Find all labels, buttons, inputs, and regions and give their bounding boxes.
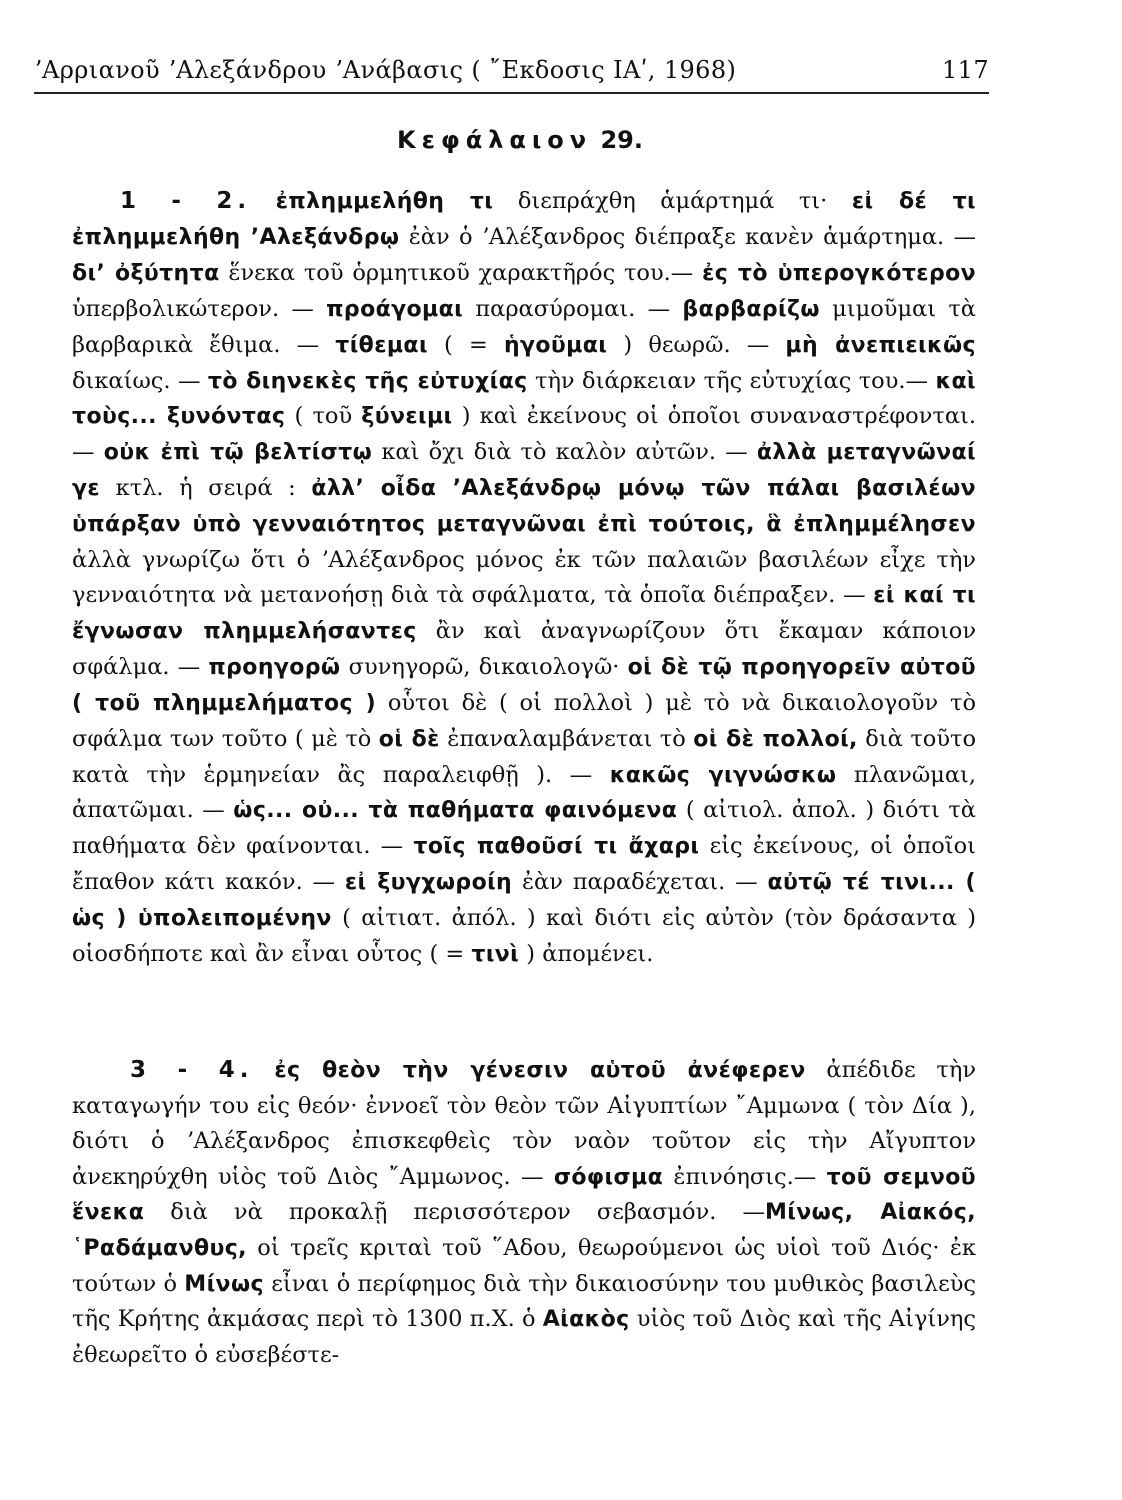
lemma-term: Μίνως, Αἰακός, ῾Ραδάμανθυς, bbox=[72, 1200, 976, 1261]
lemma-term: προάγομαι bbox=[326, 296, 464, 322]
gloss-text: πλανῶμαι, ἀπατῶμαι. — bbox=[72, 761, 976, 824]
lemma-term: ἀλλʼ οἶδα ʼΑλεξάνδρῳ μόνῳ τῶν πάλαι βασιλέων ὑπάρξαν ὑπὸ γενναιότητος μεταγνῶναι ἐπὶ τούτοις, ἃ ἐπλημμέλησεν bbox=[72, 476, 976, 538]
lemma-term: βαρβαρίζω bbox=[682, 296, 820, 322]
gloss-text: ἐπαναλαμβάνεται τὸ bbox=[439, 725, 694, 752]
gloss-text bbox=[254, 1057, 275, 1083]
lemma-term: τίθεμαι bbox=[335, 332, 428, 358]
running-title: ʼΑρριανοῦ ʼΑλεξάνδρου ʼΑνάβασις ( ῎Εκδοσις ΙΑʹ, 1968) bbox=[34, 56, 737, 84]
gloss-text: ἀπέδιδε τὴν καταγωγήν του εἰς θεόν· ἐννοεῖ τὸν θεὸν τῶν Αἰγυπτίων ῎Αμμωνα ( τὸν Δία ), διότι ὁ ʼΑλέξανδρος ἐπισκεφθεὶς τὸν ναὸν τοῦτον εἰς τὴν Αἴγυπτον ἀνεκηρύχθη υἱὸς τοῦ Διὸς ῎Αμμωνος. — bbox=[72, 1057, 977, 1190]
lemma-term: μὴ ἀνεπιεικῶς bbox=[785, 332, 976, 358]
lemma-term: καὶ τοὺς... ξυνόντας bbox=[72, 368, 976, 430]
gloss-text: οἱ τρεῖς κριταὶ τοῦ ῞Αδου, θεωρούμενοι ὡς υἱοὶ τοῦ Διός· ἐκ τούτων ὁ bbox=[72, 1234, 976, 1297]
gloss-text: τὴν διάρκειαν τῆς εὐτυχίας του.— bbox=[527, 367, 936, 394]
gloss-text: διεπράχθη ἁμάρτημά τι· bbox=[493, 188, 852, 214]
lemma-term: οὐκ ἐπὶ τῷ βελτίστῳ bbox=[103, 440, 373, 466]
lemma-term: κακῶς γιγνώσκω bbox=[609, 762, 837, 788]
lemma-term: εἰ καί τι ἔγνωσαν πλημμελήσαντες bbox=[72, 582, 977, 644]
header-rule bbox=[34, 92, 989, 94]
gloss-text: ἕνεκα τοῦ ὁρμητικοῦ χαρακτῆρός του.— bbox=[219, 259, 703, 286]
gloss-text bbox=[251, 188, 276, 214]
gloss-text: μιμοῦμαι τὰ βαρβαρικὰ ἔθιμα. — bbox=[72, 295, 976, 358]
gloss-text: οὗτοι δὲ ( οἱ πολλοὶ ) μὲ τὸ νὰ δικαιολογοῦν τὸ σφάλμα των τοῦτο ( μὲ τὸ bbox=[72, 689, 976, 752]
lemma-term: ὡς... οὐ... τὰ παθήματα φαινόμενα bbox=[233, 798, 678, 824]
lemma-term: αὐτῷ τέ τινι... ( ὡς ) ὑπολειπομένην bbox=[72, 870, 976, 932]
lemma-term: οἱ δὲ πολλοί, bbox=[693, 726, 858, 752]
gloss-text: εἰς ἐκείνους, οἱ ὁποῖοι ἔπαθον κάτι κακόν. — bbox=[72, 833, 976, 896]
gloss-text: καὶ ὄχι διὰ τὸ καλὸν αὐτῶν. — bbox=[372, 439, 757, 466]
gloss-text: διὰ τοῦτο κατὰ τὴν ἑρμηνείαν ἂς παραλειφθῇ ). — bbox=[72, 725, 976, 788]
lemma-term: ἐς τὸ ὑπερογκότερον bbox=[702, 260, 976, 286]
chapter-number: 29. bbox=[600, 126, 643, 154]
chapter-heading bbox=[0, 126, 1040, 154]
lemma-term: ἐς θεὸν τὴν γένεσιν αὑτοῦ ἀνέφερεν bbox=[274, 1058, 806, 1083]
gloss-text: ( τοῦ bbox=[285, 403, 362, 430]
gloss-text: ἐὰν παραδέχεται. — bbox=[512, 869, 768, 896]
lemma-term: σόφισμα bbox=[553, 1164, 664, 1190]
gloss-text: κτλ. ἡ σειρά : bbox=[100, 475, 312, 502]
lemma-term: ἡγοῦμαι bbox=[503, 332, 608, 358]
lemma-term: οἱ δὲ bbox=[378, 726, 440, 752]
section-number: 3 - 4. bbox=[130, 1057, 254, 1083]
section-number: 1 - 2. bbox=[120, 188, 252, 214]
lemma-term: Μίνως bbox=[184, 1271, 264, 1297]
page-number: 117 bbox=[941, 56, 989, 84]
commentary-paragraph-1-2 bbox=[72, 184, 976, 973]
gloss-text: ἐὰν ὁ ʼΑλέξανδρος διέπραξε κανὲν ἁμάρτημα. — bbox=[399, 223, 976, 250]
gloss-text: ἐπινόησις.— bbox=[663, 1163, 827, 1190]
gloss-text: ἂν καὶ ἀναγνωρίζουν ὅτι ἔκαμαν κάποιον σφάλμα. — bbox=[72, 617, 976, 680]
lemma-term: ἐπλημμελήθη τι bbox=[275, 189, 494, 214]
lemma-term: τοῖς παθοῦσί τι ἄχαρι bbox=[413, 834, 700, 860]
gloss-text: ἀλλὰ γνωρίζω ὅτι ὁ ʼΑλέξανδρος μόνος ἐκ τῶν παλαιῶν βασιλέων εἶχε τὴν γενναιότητα νὰ μετανοήσῃ διὰ τὰ σφάλματα, τὰ ὁποῖα διέπραξεν. — bbox=[72, 547, 976, 608]
gloss-text: παρασύρομαι. — bbox=[463, 295, 683, 322]
gloss-text: δικαίως. — bbox=[72, 367, 208, 394]
chapter-word: Κεφάλαιον bbox=[397, 126, 593, 154]
lemma-term: οἱ δὲ τῷ προηγορεῖν αὐτοῦ ( τοῦ πλημμελήματος ) bbox=[72, 654, 977, 716]
lemma-term: διʼ ὀξύτητα bbox=[72, 260, 220, 286]
gloss-text: διὰ νὰ προκαλῇ περισσότερον σεβασμόν. — bbox=[144, 1199, 765, 1226]
lemma-term: εἰ δέ τι ἐπλημμελήθη ʼΑλεξάνδρῳ bbox=[72, 189, 976, 250]
commentary-paragraph-3-4 bbox=[72, 1053, 976, 1373]
running-header bbox=[34, 50, 989, 90]
gloss-text: ) θεωρῶ. — bbox=[607, 331, 786, 358]
gloss-text: ) ἀπομένει. bbox=[519, 941, 654, 968]
lemma-term: τοῦ σεμνοῦ ἕνεκα bbox=[72, 1164, 976, 1226]
lemma-term: Αἰακὸς bbox=[542, 1307, 630, 1333]
gloss-text: ( = bbox=[427, 331, 504, 358]
gloss-text: υἱὸς τοῦ Διὸς καὶ τῆς Αἰγίνης ἐθεωρεῖτο ὁ εὐσεβέστε- bbox=[72, 1306, 976, 1368]
gloss-text: εἶναι ὁ περίφημος διὰ τὴν δικαιοσύνην του μυθικὸς βασιλεὺς τῆς Κρήτης ἀκμάσας περὶ τὸ 1300 π.Χ. ὁ bbox=[72, 1270, 977, 1333]
gloss-text: συνηγορῶ, δικαιολογῶ· bbox=[340, 653, 628, 680]
lemma-term: εἰ ξυγχωροίη bbox=[344, 870, 513, 896]
lemma-term: προηγορῶ bbox=[208, 654, 341, 680]
gloss-text: ) καὶ ἐκείνους οἱ ὁποῖοι συναναστρέφονται. — bbox=[72, 403, 976, 466]
gloss-text: ( αἰτιατ. ἀπόλ. ) καὶ διότι εἰς αὐτὸν (τὸν δράσαντα ) οἱοσδήποτε καὶ ἂν εἶναι οὗτος ( = bbox=[72, 905, 976, 968]
lemma-term: ξύνειμι bbox=[361, 404, 453, 430]
gloss-text: ( αἰτιολ. ἀπολ. ) διότι τὰ παθήματα δὲν φαίνονται. — bbox=[72, 797, 976, 860]
lemma-term: τὸ διηνεκὲς τῆς εὐτυχίας bbox=[207, 368, 528, 394]
lemma-term: ἀλλὰ μεταγνῶναί γε bbox=[72, 440, 977, 502]
lemma-term: τινὶ bbox=[471, 942, 520, 968]
gloss-text: ὑπερβολικώτερον. — bbox=[72, 295, 327, 322]
